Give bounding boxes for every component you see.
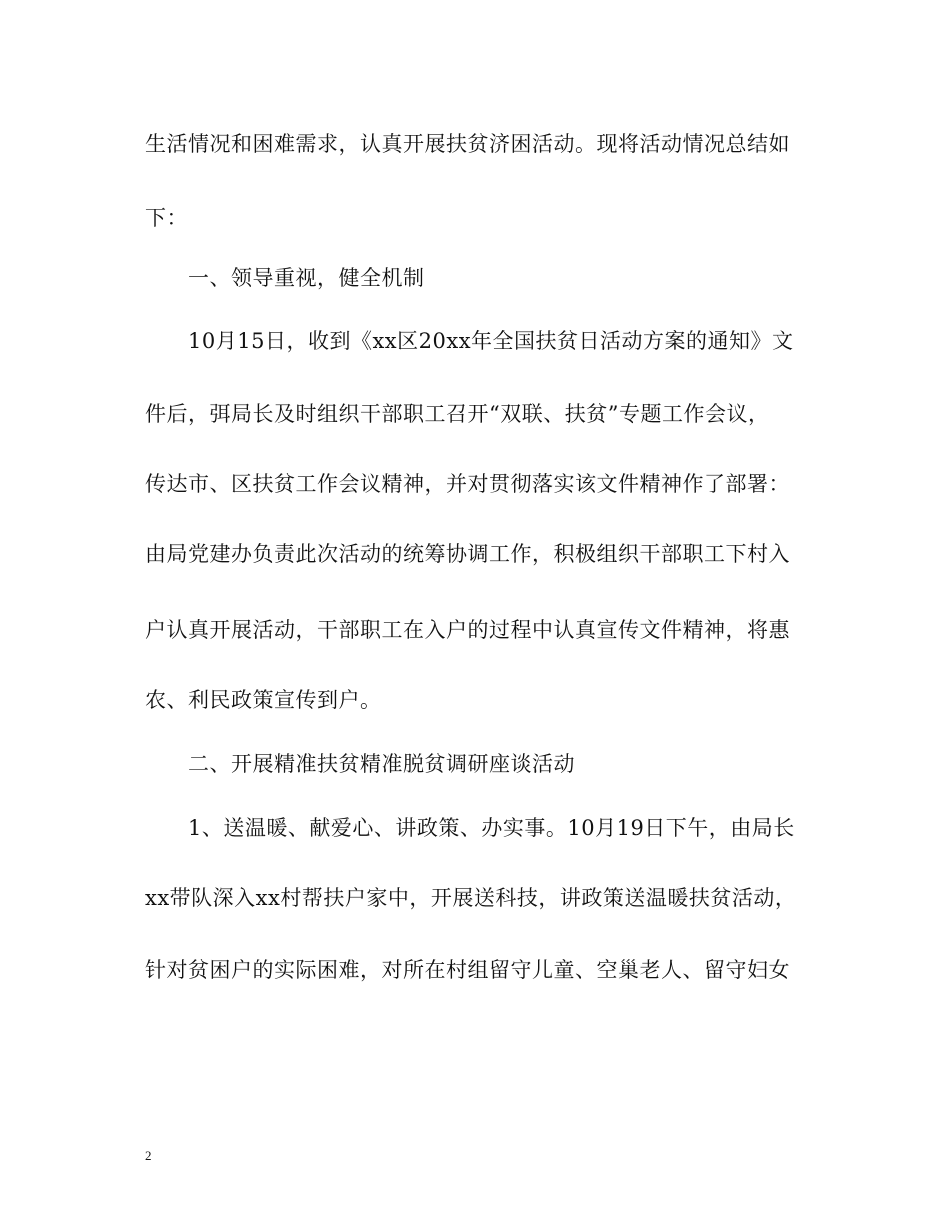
- section-heading: 一、领导重视，健全机制: [188, 266, 425, 290]
- body-text-line: xx带队深入xx村帮扶户家中，开展送科技，讲政策送温暖扶贫活动，: [145, 886, 797, 910]
- body-text-line: 户认真开展活动，干部职工在入户的过程中认真宣传文件精神，将惠: [145, 618, 790, 642]
- body-text-line: 下：: [145, 206, 188, 230]
- body-text-line: 由局党建办负责此次活动的统筹协调工作，积极组织干部职工下村入: [145, 542, 790, 566]
- page-number: 2: [145, 1148, 152, 1163]
- body-text-line: 生活情况和困难需求，认真开展扶贫济困活动。现将活动情况总结如: [145, 132, 790, 156]
- body-text-line: 农、利民政策宣传到户。: [145, 688, 382, 712]
- body-text-line: 1、送温暖、献爱心、讲政策、办实事。10月19日下午，由局长: [188, 816, 795, 840]
- body-text-line: 传达市、区扶贫工作会议精神，并对贯彻落实该文件精神作了部署：: [145, 472, 790, 496]
- body-text-line: 针对贫困户的实际困难，对所在村组留守儿童、空巢老人、留守妇女: [145, 958, 790, 982]
- body-text-line: 件后，弭局长及时组织干部职工召开“双联、扶贫”专题工作会议，: [145, 402, 770, 426]
- body-text-line: 10月15日，收到《xx区20xx年全国扶贫日活动方案的通知》文: [188, 329, 794, 353]
- section-heading: 二、开展精准扶贫精准脱贫调研座谈活动: [188, 752, 575, 776]
